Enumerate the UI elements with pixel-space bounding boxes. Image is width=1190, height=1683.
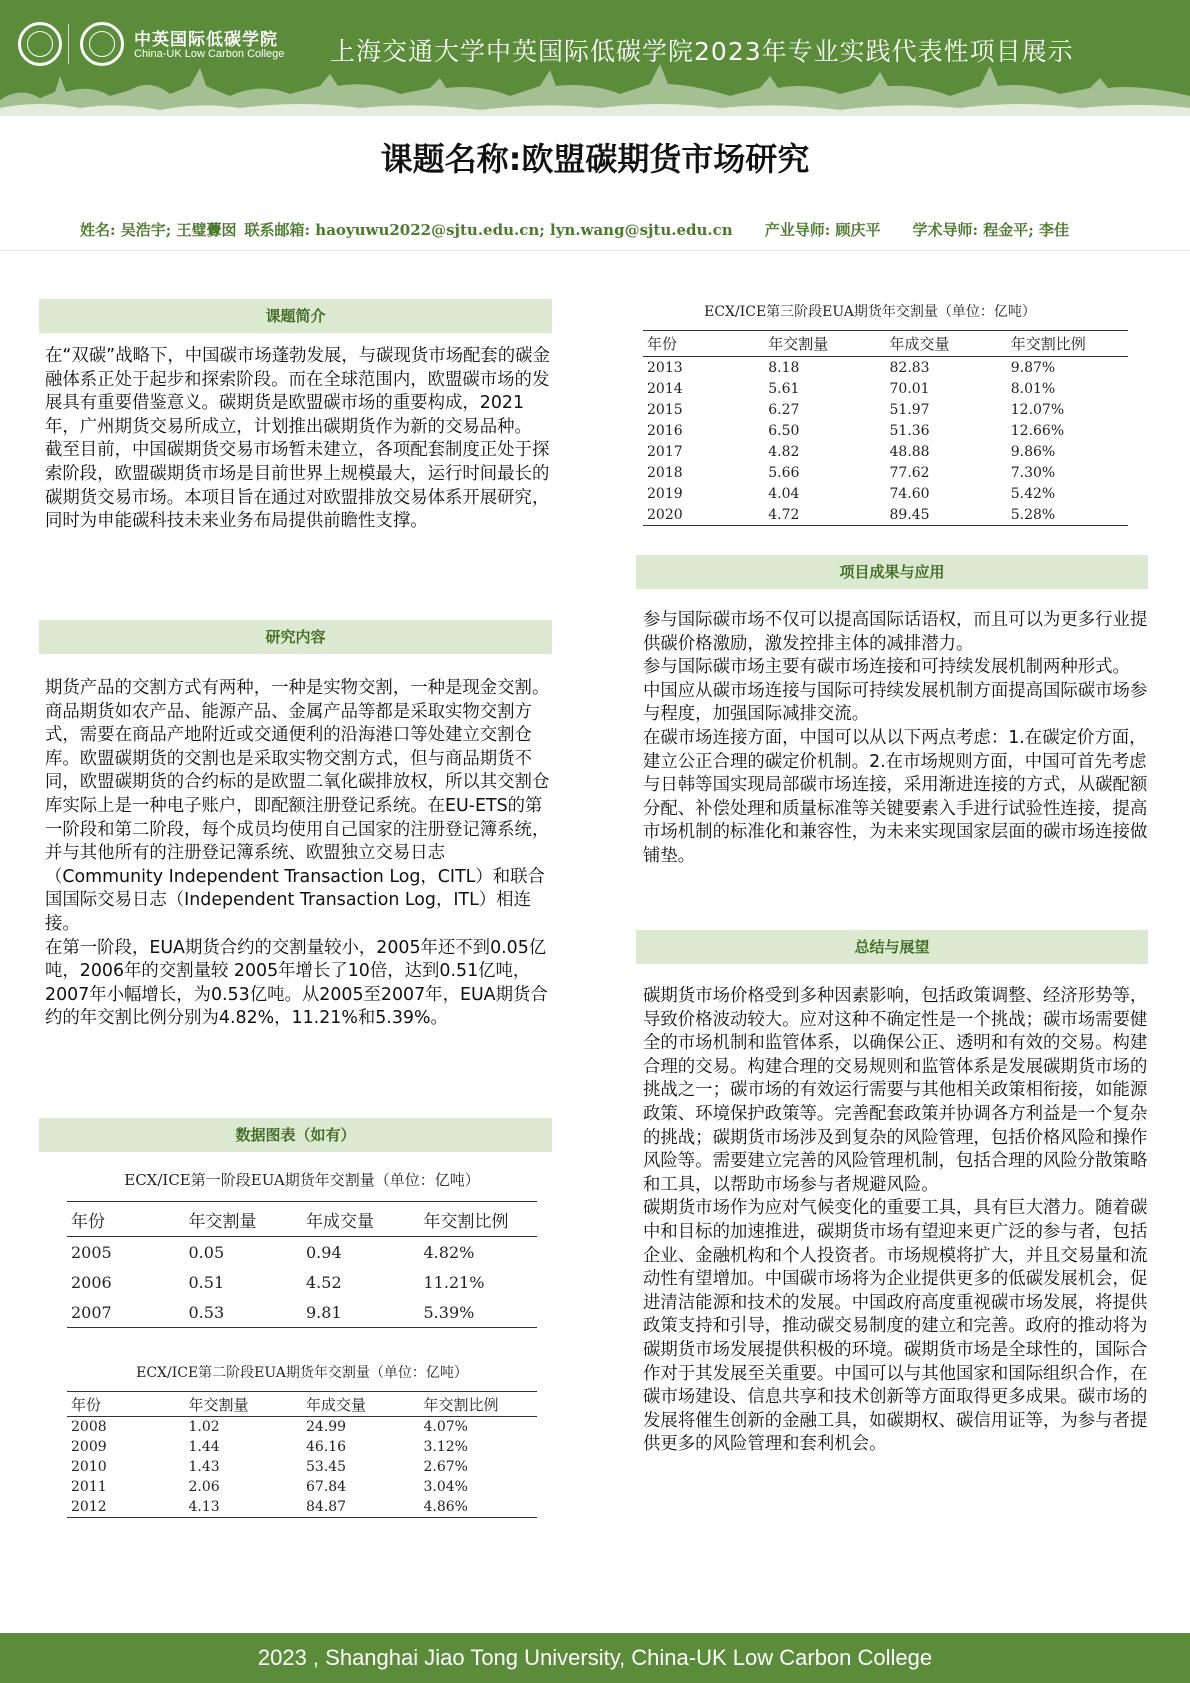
table-cell: 4.86% [420, 1497, 538, 1518]
table-cell: 51.36 [889, 422, 930, 439]
logo-divider [68, 24, 69, 64]
table-row [67, 1267, 537, 1297]
section-heading-charts: 数据图表（如有） [39, 1118, 552, 1152]
table-cell: 5.66 [768, 464, 800, 481]
table-cell: 2006 [71, 1272, 112, 1292]
table-cell: 24.99 [306, 1419, 347, 1435]
results-paragraph: 参与国际碳市场不仅可以提高国际话语权，而且可以为更多行业提供碳价格激励，激发控排主体的减排潜力。 [643, 610, 1148, 654]
table-cell: 2019 [647, 485, 683, 502]
summary-paragraph: 碳期货市场作为应对气候变化的重要工具，具有巨大潜力。随着碳中和目标的加速推进，碳期货市场有望迎来更广泛的参与者，包括企业、金融机构和个人投资者。市场规模将扩大，并且交易量和流动性有望增加。中国碳市场将为企业提供更多的低碳发展机会，促进清洁能源和技术的发展。中国政府高度重视碳市场发展，将提供政策支持和引导，推动碳交易制度的建立和完善。政府的推动将为碳期货市场发展提供积极的环境。碳期货市场是全球性的，国际合作对于其发展至关重要。中国可以与其他国家和国际组织合作，在碳市场建设、信息共享和技术创新等方面取得更多成果。碳市场的发展将催生创新的金融工具，如碳期权、碳信用证等，为参与者提供更多的风险管理和套利机会。 [643, 1198, 1148, 1455]
table-header-cell: 年成交量 [886, 331, 1007, 357]
table-header-cell: 年交割量 [185, 1202, 303, 1237]
table-cell: 2020 [643, 504, 764, 526]
table-cell: 11.21% [423, 1272, 485, 1292]
table-row [67, 1457, 537, 1477]
table-phase2 [67, 1391, 537, 1518]
table-cell: 2015 [647, 401, 683, 418]
table-cell: 9.81 [302, 1297, 420, 1328]
table-header-cell: 年交割比例 [420, 1392, 538, 1417]
table-cell: 84.87 [302, 1497, 420, 1518]
results-paragraph: 在碳市场连接方面，中国可以从以下两点考虑：1.在碳定价方面，建立公正合理的碳定价机制。2.在市场规则方面，中国可首先考虑与日韩等国实现局部碳市场连接，采用渐进连接的方式，从碳配额分配、补偿处理和质量标准等关键要素入手进行试验性连接，提高市场机制的标准化和兼容性，为未来实现国家层面的碳市场连接做铺垫。 [643, 727, 1148, 866]
college-logo-icon [80, 22, 124, 66]
table-cell: 74.60 [889, 485, 930, 502]
section-heading-results: 项目成果与应用 [636, 555, 1148, 589]
footer-bar: 2023 , Shanghai Jiao Tong University, China-UK Low Carbon College [0, 1633, 1190, 1683]
table-row [643, 462, 1128, 483]
table-cell: 51.97 [889, 401, 930, 418]
table-cell: 5.39% [420, 1297, 538, 1328]
table-row [643, 441, 1128, 462]
table-cell: 67.84 [306, 1479, 347, 1495]
table-cell: 5.61 [768, 380, 800, 397]
table-cell: 2016 [647, 422, 683, 439]
table-cell: 2009 [71, 1439, 107, 1455]
table-caption-phase2: ECX/ICE第二阶段EUA期货年交割量（单位：亿吨） [136, 1365, 468, 1381]
sjtu-seal-icon [18, 22, 62, 66]
table-cell: 70.01 [889, 380, 930, 397]
table-cell: 12.66% [1010, 422, 1065, 439]
table-phase3 [643, 330, 1128, 526]
table-row [643, 420, 1128, 441]
table-header-cell: 年份 [67, 1202, 185, 1237]
table-cell: 8.01% [1010, 380, 1056, 397]
section-heading-intro: 课题简介 [39, 299, 552, 333]
table-cell: 0.05 [188, 1242, 225, 1262]
table-cell: 2008 [71, 1419, 107, 1435]
table-cell: 82.83 [889, 359, 930, 376]
header-divider [0, 250, 1190, 251]
table-header-cell: 年交割比例 [1007, 331, 1128, 357]
table-cell: 0.94 [306, 1242, 342, 1262]
table-cell: 0.51 [188, 1272, 225, 1292]
table-cell: 2018 [647, 464, 683, 481]
research-text [45, 677, 555, 1031]
table-row [643, 504, 1128, 526]
table-cell: 0.53 [185, 1297, 303, 1328]
table-header-row [67, 1392, 537, 1417]
academic-mentor: 学术导师: 程金平; 李佳 [912, 221, 1069, 239]
table-cell: 5.42% [1010, 485, 1056, 502]
author-line [80, 219, 1160, 240]
section-heading-research: 研究内容 [39, 620, 552, 654]
table-cell: 4.04 [768, 485, 800, 502]
summary-text [643, 985, 1153, 1457]
intro-text [45, 345, 555, 534]
table-cell: 9.87% [1010, 359, 1056, 376]
table-row [67, 1477, 537, 1497]
table-cell: 12.07% [1010, 401, 1065, 418]
college-name-cn: 中英国际低碳学院 [134, 30, 278, 50]
table-cell: 8.18 [768, 359, 800, 376]
table-cell: 46.16 [306, 1439, 347, 1455]
table-cell: 2011 [71, 1479, 107, 1495]
results-paragraph: 参与国际碳市场主要有碳市场连接和可持续发展机制两种形式。 [643, 657, 1130, 678]
table-row [643, 357, 1128, 379]
project-title: 课题名称:欧盟碳期货市场研究 [380, 140, 810, 178]
table-cell: 2005 [71, 1242, 112, 1262]
table-row [643, 399, 1128, 420]
table-header-cell: 年交割量 [185, 1392, 303, 1417]
table-caption-phase1: ECX/ICE第一阶段EUA期货年交割量（单位：亿吨） [124, 1171, 480, 1189]
table-cell: 2012 [67, 1497, 185, 1518]
research-paragraph: 期货产品的交割方式有两种，一种是实物交割，一种是现金交割。商品期货如农产品、能源产品、金属产品等都是采取实物交割方式，需要在商品产地附近或交通便利的沿海港口等处建立交割仓库。欧盟碳期货的交割也是采取实物交割方式，但与商品期货不同，欧盟碳期货的合约标的是欧盟二氧化碳排放权，所以其交割仓库实际上是一种电子账户，即配额注册登记系统。在EU-ETS的第一阶段和第二阶段，每个成员均使用自己国家的注册登记簿系统，并与其他所有的注册登记簿系统、欧盟独立交易日志（Community Independent Transaction Log，CITL）和联合国国际交易日志（Independent Transaction Log，ITL）相连接。 [45, 678, 550, 934]
summary-paragraph: 碳期货市场价格受到多种因素影响，包括政策调整、经济形势等，导致价格波动较大。应对这种不确定性是一个挑战；碳市场需要健全的市场机制和监管体系，以确保公正、透明和有效的交易。构建合理的交易。构建合理的交易规则和监管体系是发展碳期货市场的挑战之一；碳市场的有效运行需要与其他相关政策相衔接，如能源政策、环境保护政策等。完善配套政策并协调各方利益是一个复杂的挑战；碳期货市场涉及到复杂的风险管理，包括价格风险和操作风险等。需要建立完善的风险管理机制，包括合理的风险分散策略和工具，以帮助市场参与者规避风险。 [643, 986, 1148, 1195]
table-cell: 4.07% [423, 1419, 468, 1435]
table-phase1 [67, 1201, 537, 1328]
research-paragraph: 在第一阶段，EUA期货合约的交割量较小，2005年还不到0.05亿吨，2006年的交割量较 2005年增长了10倍，达到0.51亿吨，2007年小幅增长，为0.53亿吨。从2005至2007年，EUA期货合约的年交割比例分别为4.82%，11.21%和5.39%。 [45, 937, 548, 1029]
table-header-row [643, 331, 1128, 357]
table-cell: 4.82 [768, 443, 800, 460]
table-cell: 4.82% [423, 1242, 475, 1262]
header-banner [0, 0, 1190, 116]
table-row [67, 1417, 537, 1438]
table-cell: 2.67% [423, 1459, 468, 1475]
table-header-row [67, 1202, 537, 1237]
industry-mentor: 产业导师: 顾庆平 [764, 221, 881, 239]
table-cell: 3.12% [423, 1439, 468, 1455]
table-row [643, 483, 1128, 504]
table-cell: 9.86% [1010, 443, 1056, 460]
table-row [67, 1297, 537, 1328]
table-cell: 2007 [67, 1297, 185, 1328]
table-cell: 1.02 [188, 1419, 220, 1435]
table-cell: 4.72 [764, 504, 885, 526]
table-header-cell: 年交割比例 [420, 1202, 538, 1237]
table-cell: 2013 [647, 359, 683, 376]
table-row [67, 1497, 537, 1518]
table-cell: 5.28% [1007, 504, 1128, 526]
table-cell: 7.30% [1010, 464, 1056, 481]
results-paragraph: 中国应从碳市场连接与国际可持续发展机制方面提高国际碳市场参与程度，加强国际减排交流。 [643, 680, 1148, 725]
table-header-cell: 年交割量 [764, 331, 885, 357]
table-cell: 6.27 [768, 401, 800, 418]
table-cell: 4.13 [185, 1497, 303, 1518]
contact-email: 联系邮箱: haoyuwu2022@sjtu.edu.cn; lyn.wang@sjtu.edu.cn [244, 221, 733, 239]
table-row [67, 1437, 537, 1457]
table-cell: 89.45 [886, 504, 1007, 526]
intro-paragraph: 截至目前，中国碳期货交易市场暂未建立，各项配套制度正处于探索阶段，欧盟碳期货市场是目前世界上规模最大，运行时间最长的碳期货交易市场。本项目旨在通过对欧盟排放交易体系开展研究，同时为申能碳科技未来业务布局提供前瞻性支撑。 [45, 440, 550, 532]
table-header-cell: 年份 [643, 331, 764, 357]
table-caption-phase3: ECX/ICE第三阶段EUA期货年交割量（单位：亿吨） [704, 304, 1036, 320]
college-name-en: China-UK Low Carbon College [134, 48, 285, 60]
table-row [67, 1237, 537, 1268]
header-title: 上海交通大学中英国际低碳学院2023年专业实践代表性项目展示 [330, 37, 1074, 66]
table-cell: 53.45 [306, 1459, 347, 1475]
table-cell: 3.04% [423, 1479, 468, 1495]
table-cell: 77.62 [889, 464, 930, 481]
results-text [643, 609, 1153, 869]
table-cell: 48.88 [889, 443, 930, 460]
table-header-cell: 年成交量 [302, 1202, 420, 1237]
table-cell: 1.44 [188, 1439, 220, 1455]
student-names: 姓名: 吴浩宇; 王璧虋囡 [80, 221, 237, 239]
table-cell: 1.43 [188, 1459, 220, 1475]
table-header-cell: 年份 [67, 1392, 185, 1417]
table-cell: 2017 [647, 443, 683, 460]
table-row [643, 378, 1128, 399]
table-cell: 4.52 [306, 1272, 342, 1292]
table-header-cell: 年成交量 [302, 1392, 420, 1417]
table-cell: 2014 [647, 380, 683, 397]
table-cell: 6.50 [768, 422, 800, 439]
section-heading-summary: 总结与展望 [636, 930, 1148, 964]
table-cell: 2.06 [188, 1479, 220, 1495]
table-cell: 2010 [71, 1459, 107, 1475]
intro-paragraph: 在“双碳”战略下，中国碳市场蓬勃发展，与碳现货市场配套的碳金融体系正处于起步和探索阶段。而在全球范围内，欧盟碳市场的发展具有重要借鉴意义。碳期货是欧盟碳市场的重要构成，2021年，广州期货交易所成立，计划推出碳期货作为新的交易品种。 [45, 346, 550, 437]
